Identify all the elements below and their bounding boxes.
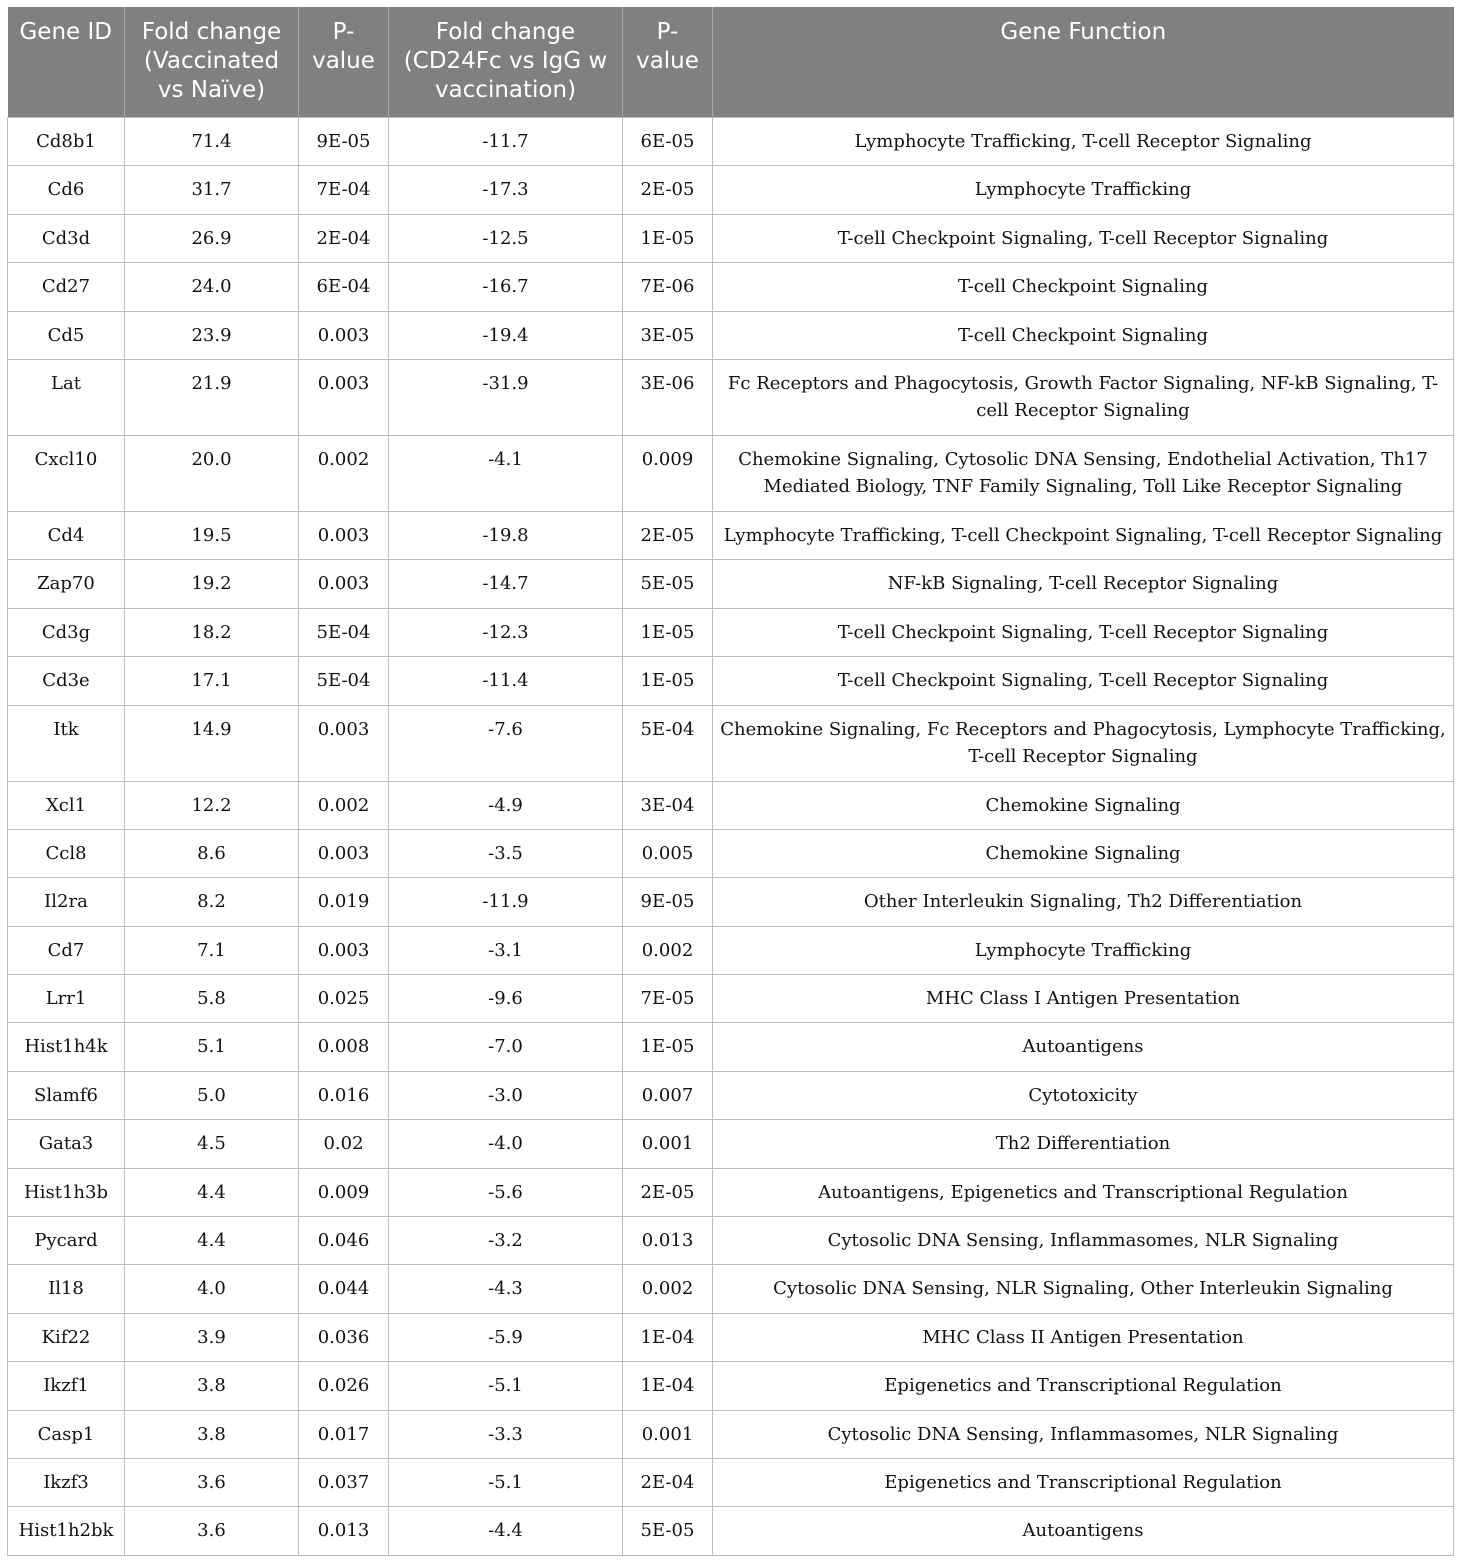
gene-function-cell: Chemokine Signaling: [713, 829, 1454, 877]
fold-change-cd24fc-cell: -11.9: [389, 878, 623, 926]
header-p-value-2: P-value: [623, 7, 713, 118]
fold-change-cd24fc-cell: -14.7: [389, 560, 623, 608]
gene-id-cell: Cd8b1: [8, 118, 125, 166]
p-value-2-cell: 0.002: [623, 926, 713, 974]
header-gene-function: Gene Function: [713, 7, 1454, 118]
table-row: [8, 311, 1454, 359]
table-row: [8, 359, 1454, 435]
fold-change-vaccinated-cell: 3.6: [125, 1458, 299, 1506]
fold-change-vaccinated-cell: 24.0: [125, 263, 299, 311]
fold-change-cd24fc-cell: -3.3: [389, 1410, 623, 1458]
p-value-1-cell: 0.019: [299, 878, 389, 926]
gene-function-cell: Epigenetics and Transcriptional Regulation: [713, 1458, 1454, 1506]
p-value-2-cell: 3E-04: [623, 781, 713, 829]
fold-change-vaccinated-cell: 19.5: [125, 511, 299, 559]
table-row: [8, 166, 1454, 214]
table-header-row: [8, 7, 1454, 118]
fold-change-cd24fc-cell: -3.2: [389, 1217, 623, 1265]
fold-change-vaccinated-cell: 7.1: [125, 926, 299, 974]
p-value-1-cell: 0.003: [299, 311, 389, 359]
p-value-1-cell: 0.037: [299, 1458, 389, 1506]
gene-id-cell: Cd5: [8, 311, 125, 359]
p-value-1-cell: 0.009: [299, 1168, 389, 1216]
fold-change-cd24fc-cell: -9.6: [389, 975, 623, 1023]
fold-change-cd24fc-cell: -3.0: [389, 1071, 623, 1119]
fold-change-cd24fc-cell: -4.4: [389, 1507, 623, 1555]
gene-id-cell: Il18: [8, 1265, 125, 1313]
fold-change-cd24fc-cell: -7.0: [389, 1023, 623, 1071]
gene-id-cell: Cd27: [8, 263, 125, 311]
gene-id-cell: Casp1: [8, 1410, 125, 1458]
p-value-1-cell: 6E-04: [299, 263, 389, 311]
gene-function-cell: Cytosolic DNA Sensing, NLR Signaling, Other Interleukin Signaling: [713, 1265, 1454, 1313]
header-fold-change-cd24fc: Fold change (CD24Fc vs IgG w vaccination): [389, 7, 623, 118]
p-value-1-cell: 0.026: [299, 1362, 389, 1410]
p-value-1-cell: 0.017: [299, 1410, 389, 1458]
p-value-2-cell: 0.009: [623, 435, 713, 511]
gene-function-cell: Chemokine Signaling: [713, 781, 1454, 829]
p-value-1-cell: 0.013: [299, 1507, 389, 1555]
fold-change-cd24fc-cell: -7.6: [389, 705, 623, 781]
p-value-1-cell: 0.002: [299, 781, 389, 829]
p-value-1-cell: 0.025: [299, 975, 389, 1023]
table-row: [8, 975, 1454, 1023]
gene-id-cell: Lrr1: [8, 975, 125, 1023]
table-row: [8, 1507, 1454, 1555]
fold-change-cd24fc-cell: -3.1: [389, 926, 623, 974]
table-row: [8, 560, 1454, 608]
p-value-1-cell: 0.003: [299, 829, 389, 877]
p-value-2-cell: 0.001: [623, 1120, 713, 1168]
gene-id-cell: Cd3e: [8, 657, 125, 705]
table-row: [8, 1265, 1454, 1313]
table-row: [8, 118, 1454, 166]
p-value-1-cell: 0.003: [299, 705, 389, 781]
fold-change-vaccinated-cell: 4.4: [125, 1168, 299, 1216]
p-value-2-cell: 0.005: [623, 829, 713, 877]
table-row: [8, 1120, 1454, 1168]
table-row: [8, 878, 1454, 926]
header-p-value-1: P-value: [299, 7, 389, 118]
p-value-1-cell: 5E-04: [299, 608, 389, 656]
gene-id-cell: Cd3d: [8, 214, 125, 262]
fold-change-vaccinated-cell: 3.6: [125, 1507, 299, 1555]
gene-function-cell: Autoantigens: [713, 1507, 1454, 1555]
fold-change-vaccinated-cell: 26.9: [125, 214, 299, 262]
gene-function-cell: Other Interleukin Signaling, Th2 Differentiation: [713, 878, 1454, 926]
p-value-2-cell: 0.007: [623, 1071, 713, 1119]
fold-change-cd24fc-cell: -5.1: [389, 1458, 623, 1506]
gene-function-cell: Lymphocyte Trafficking: [713, 926, 1454, 974]
table-row: [8, 1023, 1454, 1071]
p-value-2-cell: 9E-05: [623, 878, 713, 926]
fold-change-vaccinated-cell: 4.0: [125, 1265, 299, 1313]
gene-id-cell: Il2ra: [8, 878, 125, 926]
p-value-1-cell: 2E-04: [299, 214, 389, 262]
gene-function-cell: Cytosolic DNA Sensing, Inflammasomes, NLR Signaling: [713, 1410, 1454, 1458]
fold-change-vaccinated-cell: 12.2: [125, 781, 299, 829]
p-value-2-cell: 1E-05: [623, 214, 713, 262]
fold-change-vaccinated-cell: 17.1: [125, 657, 299, 705]
gene-id-cell: Zap70: [8, 560, 125, 608]
gene-function-cell: MHC Class I Antigen Presentation: [713, 975, 1454, 1023]
table-row: [8, 1071, 1454, 1119]
fold-change-cd24fc-cell: -31.9: [389, 359, 623, 435]
gene-function-cell: T-cell Checkpoint Signaling, T-cell Receptor Signaling: [713, 214, 1454, 262]
gene-expression-table: [7, 7, 1454, 1556]
fold-change-vaccinated-cell: 3.8: [125, 1362, 299, 1410]
fold-change-vaccinated-cell: 5.1: [125, 1023, 299, 1071]
gene-id-cell: Slamf6: [8, 1071, 125, 1119]
p-value-2-cell: 6E-05: [623, 118, 713, 166]
fold-change-vaccinated-cell: 4.5: [125, 1120, 299, 1168]
gene-id-cell: Cd3g: [8, 608, 125, 656]
p-value-1-cell: 0.003: [299, 359, 389, 435]
fold-change-cd24fc-cell: -5.9: [389, 1313, 623, 1361]
table-row: [8, 1458, 1454, 1506]
gene-id-cell: Lat: [8, 359, 125, 435]
fold-change-vaccinated-cell: 20.0: [125, 435, 299, 511]
p-value-1-cell: 0.008: [299, 1023, 389, 1071]
gene-function-cell: Fc Receptors and Phagocytosis, Growth Factor Signaling, NF-kB Signaling, T-cell Receptor Signaling: [713, 359, 1454, 435]
gene-id-cell: Hist1h4k: [8, 1023, 125, 1071]
fold-change-vaccinated-cell: 21.9: [125, 359, 299, 435]
gene-id-cell: Hist1h3b: [8, 1168, 125, 1216]
table-row: [8, 608, 1454, 656]
table-row: [8, 511, 1454, 559]
gene-id-cell: Gata3: [8, 1120, 125, 1168]
gene-function-cell: T-cell Checkpoint Signaling, T-cell Receptor Signaling: [713, 608, 1454, 656]
gene-function-cell: Cytosolic DNA Sensing, Inflammasomes, NLR Signaling: [713, 1217, 1454, 1265]
p-value-1-cell: 0.003: [299, 926, 389, 974]
table-row: [8, 435, 1454, 511]
p-value-2-cell: 1E-05: [623, 1023, 713, 1071]
fold-change-cd24fc-cell: -4.1: [389, 435, 623, 511]
gene-id-cell: Ikzf1: [8, 1362, 125, 1410]
gene-function-cell: Lymphocyte Trafficking, T-cell Receptor Signaling: [713, 118, 1454, 166]
p-value-1-cell: 9E-05: [299, 118, 389, 166]
fold-change-vaccinated-cell: 18.2: [125, 608, 299, 656]
p-value-2-cell: 2E-05: [623, 511, 713, 559]
p-value-2-cell: 2E-05: [623, 166, 713, 214]
fold-change-cd24fc-cell: -11.7: [389, 118, 623, 166]
p-value-2-cell: 3E-05: [623, 311, 713, 359]
fold-change-cd24fc-cell: -12.3: [389, 608, 623, 656]
table-row: [8, 263, 1454, 311]
fold-change-cd24fc-cell: -17.3: [389, 166, 623, 214]
gene-id-cell: Ikzf3: [8, 1458, 125, 1506]
table-row: [8, 657, 1454, 705]
fold-change-vaccinated-cell: 8.6: [125, 829, 299, 877]
table-row: [8, 1217, 1454, 1265]
p-value-1-cell: 0.016: [299, 1071, 389, 1119]
p-value-1-cell: 0.046: [299, 1217, 389, 1265]
fold-change-vaccinated-cell: 4.4: [125, 1217, 299, 1265]
fold-change-vaccinated-cell: 3.8: [125, 1410, 299, 1458]
gene-function-cell: Lymphocyte Trafficking, T-cell Checkpoint Signaling, T-cell Receptor Signaling: [713, 511, 1454, 559]
fold-change-cd24fc-cell: -12.5: [389, 214, 623, 262]
gene-function-cell: NF-kB Signaling, T-cell Receptor Signaling: [713, 560, 1454, 608]
gene-function-cell: Chemokine Signaling, Cytosolic DNA Sensing, Endothelial Activation, Th17 Mediated Biology, TNF Family Signaling, Toll Like Receptor Signaling: [713, 435, 1454, 511]
p-value-1-cell: 0.02: [299, 1120, 389, 1168]
p-value-2-cell: 1E-05: [623, 657, 713, 705]
fold-change-vaccinated-cell: 31.7: [125, 166, 299, 214]
p-value-1-cell: 0.003: [299, 560, 389, 608]
p-value-2-cell: 1E-04: [623, 1362, 713, 1410]
header-gene-id: Gene ID: [8, 7, 125, 118]
p-value-2-cell: 1E-05: [623, 608, 713, 656]
p-value-1-cell: 7E-04: [299, 166, 389, 214]
p-value-2-cell: 1E-04: [623, 1313, 713, 1361]
gene-id-cell: Xcl1: [8, 781, 125, 829]
gene-function-cell: T-cell Checkpoint Signaling: [713, 263, 1454, 311]
p-value-2-cell: 5E-05: [623, 560, 713, 608]
gene-function-cell: Autoantigens, Epigenetics and Transcriptional Regulation: [713, 1168, 1454, 1216]
fold-change-cd24fc-cell: -5.1: [389, 1362, 623, 1410]
table-row: [8, 1362, 1454, 1410]
gene-id-cell: Kif22: [8, 1313, 125, 1361]
p-value-1-cell: 0.002: [299, 435, 389, 511]
table-row: [8, 926, 1454, 974]
p-value-2-cell: 7E-05: [623, 975, 713, 1023]
table-row: [8, 1313, 1454, 1361]
table-row: [8, 829, 1454, 877]
table-row: [8, 1410, 1454, 1458]
gene-function-cell: Lymphocyte Trafficking: [713, 166, 1454, 214]
p-value-2-cell: 5E-05: [623, 1507, 713, 1555]
p-value-2-cell: 2E-04: [623, 1458, 713, 1506]
fold-change-cd24fc-cell: -16.7: [389, 263, 623, 311]
p-value-1-cell: 0.036: [299, 1313, 389, 1361]
table-row: [8, 1168, 1454, 1216]
gene-function-cell: Autoantigens: [713, 1023, 1454, 1071]
gene-id-cell: Hist1h2bk: [8, 1507, 125, 1555]
fold-change-vaccinated-cell: 71.4: [125, 118, 299, 166]
gene-id-cell: Cxcl10: [8, 435, 125, 511]
p-value-2-cell: 0.001: [623, 1410, 713, 1458]
table-row: [8, 705, 1454, 781]
fold-change-vaccinated-cell: 3.9: [125, 1313, 299, 1361]
gene-function-cell: Epigenetics and Transcriptional Regulation: [713, 1362, 1454, 1410]
fold-change-cd24fc-cell: -3.5: [389, 829, 623, 877]
gene-function-cell: T-cell Checkpoint Signaling: [713, 311, 1454, 359]
header-fold-change-vaccinated: Fold change (Vaccinated vs Naïve): [125, 7, 299, 118]
table-row: [8, 781, 1454, 829]
table-row: [8, 214, 1454, 262]
fold-change-vaccinated-cell: 19.2: [125, 560, 299, 608]
p-value-2-cell: 3E-06: [623, 359, 713, 435]
gene-id-cell: Cd7: [8, 926, 125, 974]
gene-id-cell: Pycard: [8, 1217, 125, 1265]
p-value-2-cell: 5E-04: [623, 705, 713, 781]
fold-change-cd24fc-cell: -4.3: [389, 1265, 623, 1313]
gene-function-cell: T-cell Checkpoint Signaling, T-cell Receptor Signaling: [713, 657, 1454, 705]
gene-id-cell: Ccl8: [8, 829, 125, 877]
gene-id-cell: Itk: [8, 705, 125, 781]
gene-function-cell: MHC Class II Antigen Presentation: [713, 1313, 1454, 1361]
p-value-2-cell: 2E-05: [623, 1168, 713, 1216]
p-value-1-cell: 0.044: [299, 1265, 389, 1313]
table-body: [8, 118, 1454, 1556]
p-value-1-cell: 5E-04: [299, 657, 389, 705]
fold-change-vaccinated-cell: 5.8: [125, 975, 299, 1023]
fold-change-cd24fc-cell: -11.4: [389, 657, 623, 705]
fold-change-vaccinated-cell: 5.0: [125, 1071, 299, 1119]
gene-function-cell: Chemokine Signaling, Fc Receptors and Phagocytosis, Lymphocyte Trafficking, T-cell Receptor Signaling: [713, 705, 1454, 781]
fold-change-vaccinated-cell: 23.9: [125, 311, 299, 359]
fold-change-cd24fc-cell: -19.8: [389, 511, 623, 559]
fold-change-cd24fc-cell: -4.9: [389, 781, 623, 829]
fold-change-vaccinated-cell: 8.2: [125, 878, 299, 926]
fold-change-cd24fc-cell: -5.6: [389, 1168, 623, 1216]
gene-id-cell: Cd4: [8, 511, 125, 559]
fold-change-cd24fc-cell: -19.4: [389, 311, 623, 359]
fold-change-cd24fc-cell: -4.0: [389, 1120, 623, 1168]
gene-function-cell: Th2 Differentiation: [713, 1120, 1454, 1168]
fold-change-vaccinated-cell: 14.9: [125, 705, 299, 781]
p-value-2-cell: 0.002: [623, 1265, 713, 1313]
gene-function-cell: Cytotoxicity: [713, 1071, 1454, 1119]
gene-id-cell: Cd6: [8, 166, 125, 214]
p-value-2-cell: 7E-06: [623, 263, 713, 311]
p-value-2-cell: 0.013: [623, 1217, 713, 1265]
p-value-1-cell: 0.003: [299, 511, 389, 559]
